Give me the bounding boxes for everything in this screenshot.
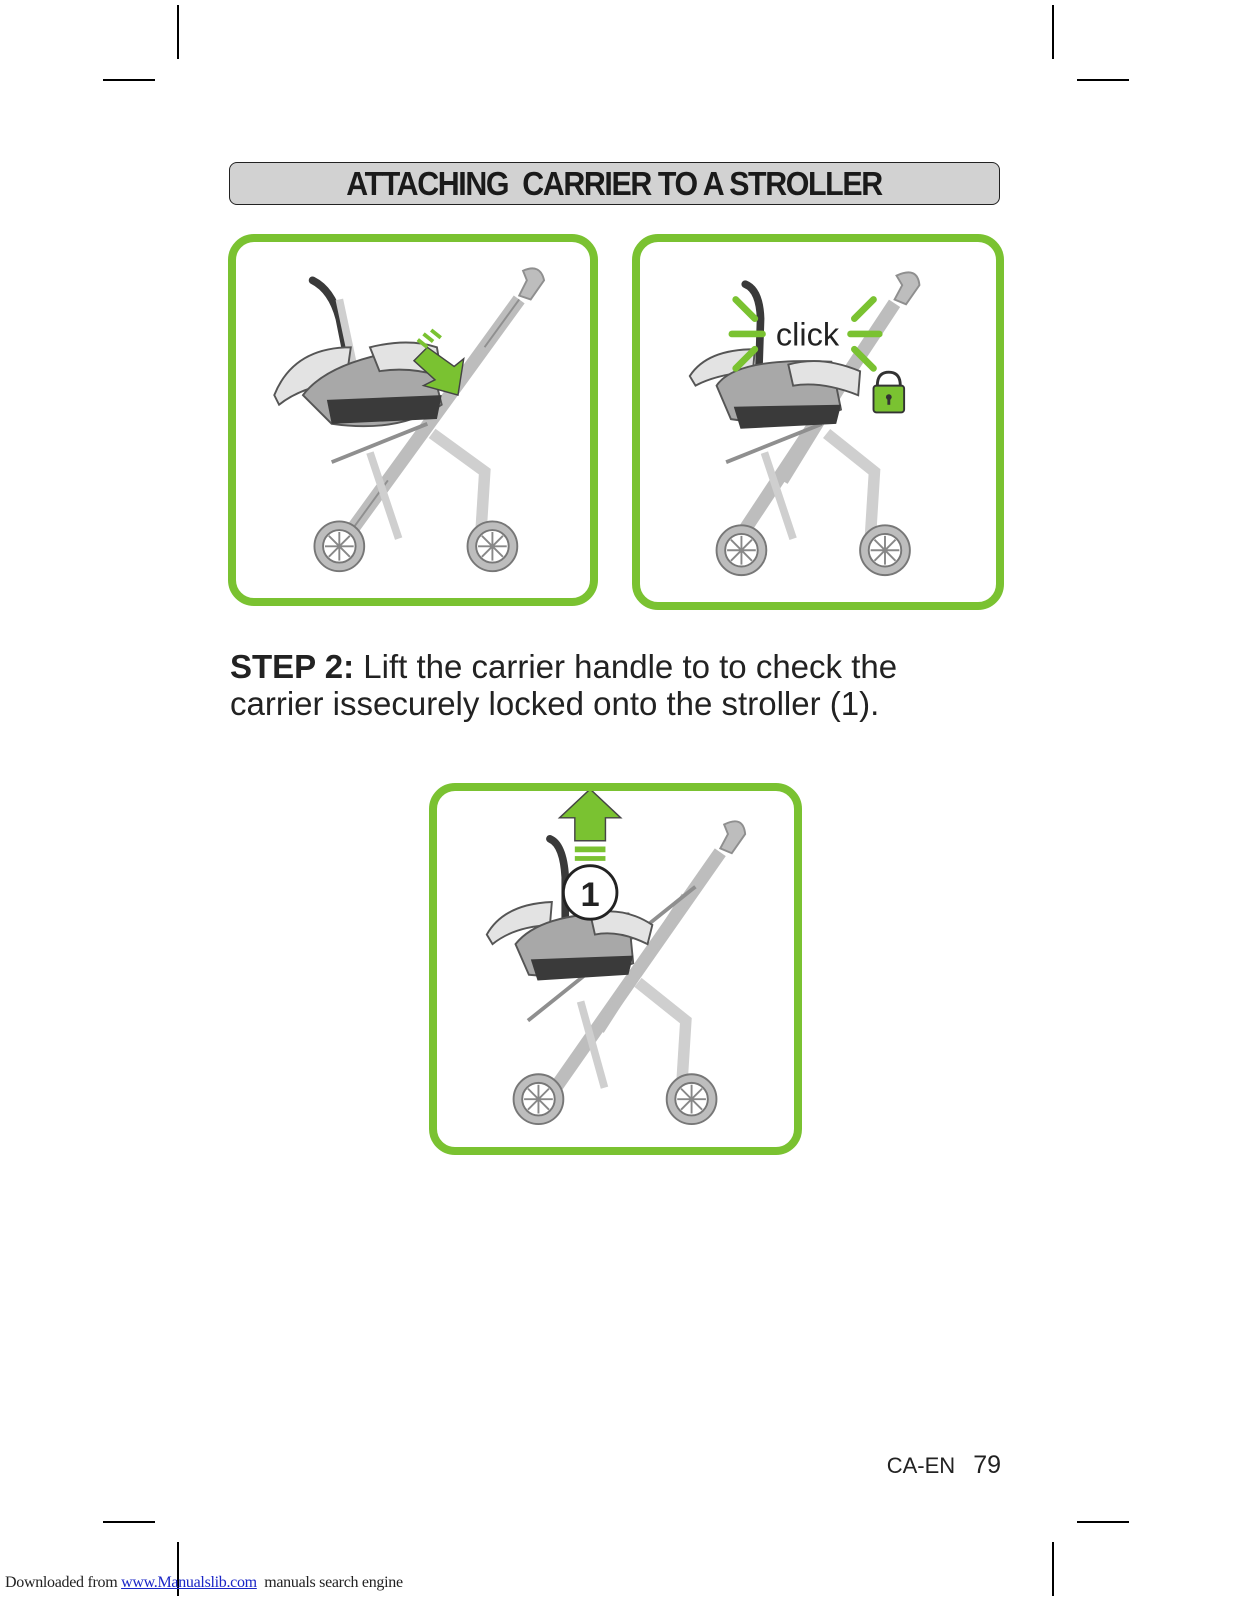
step-number-badge bbox=[563, 866, 617, 920]
lock-icon bbox=[874, 372, 905, 412]
crop-mark bbox=[103, 79, 155, 81]
step-text: Lift the carrier handle to to check the carrier issecurely locked onto the stroller (1). bbox=[230, 648, 898, 722]
crop-mark bbox=[177, 5, 179, 59]
section-header bbox=[229, 162, 1000, 205]
download-notice bbox=[5, 1574, 403, 1592]
page-number: 79 bbox=[973, 1451, 1001, 1479]
wheel-left bbox=[514, 1074, 564, 1124]
wheel-left bbox=[314, 521, 364, 571]
page-footer bbox=[887, 1451, 1001, 1480]
wheel-right bbox=[667, 1074, 717, 1124]
illustration-panel-push-down bbox=[228, 234, 598, 606]
wheel-right bbox=[860, 525, 910, 575]
wheel-right bbox=[468, 521, 518, 571]
illustration-panel-lift bbox=[429, 783, 802, 1155]
illustration-panel-click bbox=[632, 234, 1004, 610]
stroller-illustration bbox=[437, 791, 794, 1147]
click-label: click bbox=[775, 316, 840, 353]
stroller-illustration bbox=[640, 242, 996, 602]
step-instruction bbox=[230, 648, 990, 722]
stroller-illustration bbox=[236, 242, 590, 598]
language-code: CA-EN bbox=[886, 1453, 956, 1478]
download-prefix: Downloaded from bbox=[5, 1574, 122, 1591]
crop-mark bbox=[103, 1521, 155, 1523]
crop-mark bbox=[1052, 1542, 1054, 1596]
crop-mark bbox=[1077, 79, 1129, 81]
up-arrow-icon bbox=[560, 791, 621, 861]
step-number: 1 bbox=[580, 875, 600, 914]
crop-mark bbox=[1077, 1521, 1129, 1523]
wheel-left bbox=[717, 525, 767, 575]
download-suffix: manuals search engine bbox=[256, 1574, 403, 1591]
crop-mark bbox=[1052, 5, 1054, 59]
manualslib-link[interactable]: www.Manualslib.com bbox=[121, 1574, 257, 1591]
section-title: ATTACHING CARRIER TO A STROLLER bbox=[346, 164, 883, 202]
step-label: STEP 2: bbox=[230, 648, 355, 685]
